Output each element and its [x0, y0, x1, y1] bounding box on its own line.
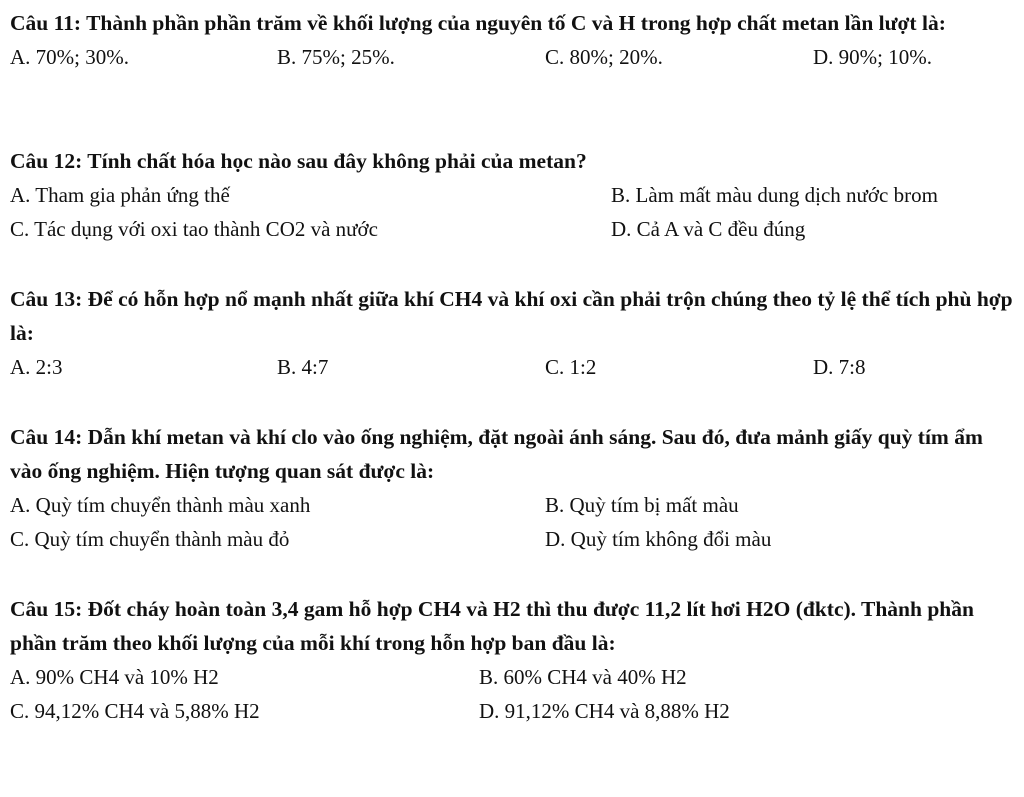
- question-text: [10, 282, 1020, 350]
- option-d: D. 7:8: [813, 355, 866, 379]
- question-stem: Thành phần phần trăm về khối lượng của nguyên tố C và H trong hợp chất metan lần lượt là:: [86, 11, 946, 35]
- question-label: Câu 15:: [10, 597, 83, 621]
- option-row: [10, 212, 1020, 246]
- option-b: B. Làm mất màu dung dịch nước brom: [611, 183, 938, 207]
- question-text: [10, 592, 1020, 660]
- question-stem: Đốt cháy hoàn toàn 3,4 gam hỗ hợp CH4 và H2 thì thu được 11,2 lít hơi H2O (đktc). Thành phần phần trăm theo khối lượng của mỗi khí trong hỗn hợp ban đầu là:: [10, 597, 974, 655]
- question-text: [10, 420, 1020, 488]
- option-c: C. 1:2: [545, 355, 597, 379]
- option-c: C. Tác dụng với oxi tao thành CO2 và nước: [10, 217, 378, 241]
- option-row: [10, 488, 1020, 522]
- question-11: [10, 6, 1020, 74]
- option-row: [10, 350, 1020, 384]
- question-text: [10, 144, 1020, 178]
- option-a: A. 2:3: [10, 355, 63, 379]
- option-c: C. 94,12% CH4 và 5,88% H2: [10, 699, 260, 723]
- option-d: D. Cả A và C đều đúng: [611, 217, 806, 241]
- option-row: [10, 522, 1020, 556]
- option-row: [10, 660, 1020, 694]
- option-row: [10, 40, 1020, 74]
- option-d: D. 90%; 10%.: [813, 45, 932, 69]
- option-a: A. Quỳ tím chuyển thành màu xanh: [10, 493, 311, 517]
- option-b: B. 60% CH4 và 40% H2: [479, 665, 687, 689]
- option-d: D. 91,12% CH4 và 8,88% H2: [479, 699, 730, 723]
- option-row: [10, 178, 1020, 212]
- question-stem: Để có hỗn hợp nổ mạnh nhất giữa khí CH4 và khí oxi cần phải trộn chúng theo tỷ lệ thể tích phù hợp là:: [10, 287, 1013, 345]
- option-a: A. 90% CH4 và 10% H2: [10, 665, 219, 689]
- question-12: [10, 144, 1020, 246]
- question-stem: Dẫn khí metan và khí clo vào ống nghiệm, đặt ngoài ánh sáng. Sau đó, đưa mảnh giấy quỳ tím ẩm vào ống nghiệm. Hiện tượng quan sát được là:: [10, 425, 983, 483]
- option-a: A. Tham gia phản ứng thế: [10, 183, 230, 207]
- question-label: Câu 14:: [10, 425, 83, 449]
- option-c: C. 80%; 20%.: [545, 45, 663, 69]
- question-label: Câu 11:: [10, 11, 82, 35]
- option-b: B. 4:7: [277, 355, 329, 379]
- question-15: [10, 592, 1020, 728]
- question-label: Câu 12:: [10, 149, 83, 173]
- question-stem: Tính chất hóa học nào sau đây không phải của metan?: [87, 149, 587, 173]
- question-text: [10, 6, 1020, 40]
- option-b: B. 75%; 25%.: [277, 45, 395, 69]
- option-d: D. Quỳ tím không đổi màu: [545, 527, 772, 551]
- option-b: B. Quỳ tím bị mất màu: [545, 493, 739, 517]
- option-a: A. 70%; 30%.: [10, 45, 129, 69]
- question-13: [10, 282, 1020, 384]
- question-14: [10, 420, 1020, 556]
- question-label: Câu 13:: [10, 287, 83, 311]
- option-c: C. Quỳ tím chuyển thành màu đỏ: [10, 527, 290, 551]
- option-row: [10, 694, 1020, 728]
